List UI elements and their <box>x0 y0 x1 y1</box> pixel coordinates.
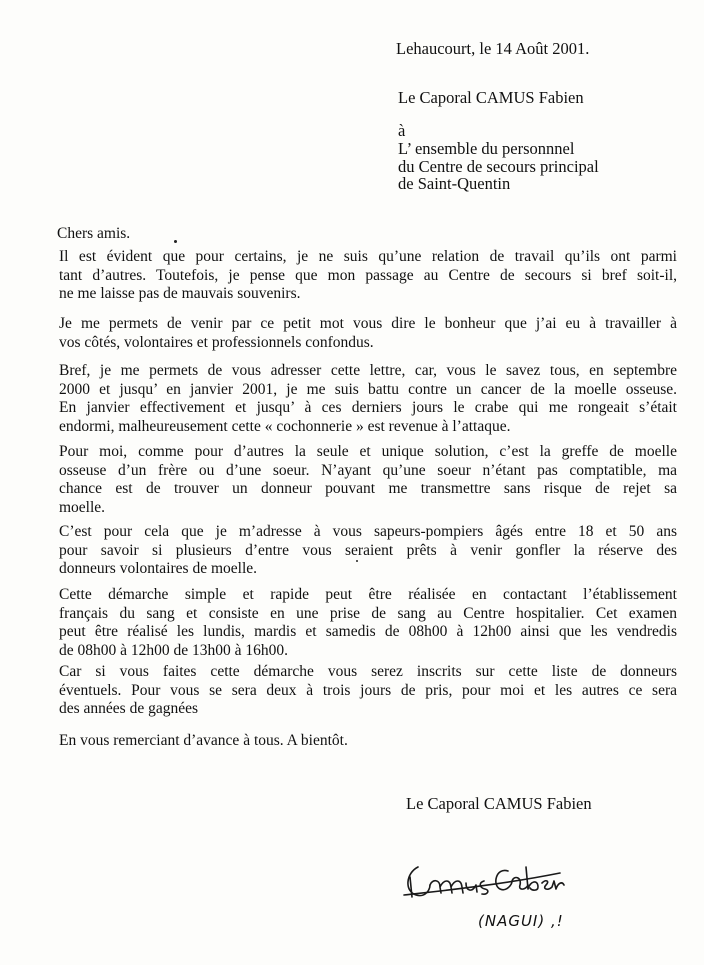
sender-name: Le Caporal CAMUS Fabien <box>398 88 584 107</box>
paragraph-line: En vous remerciant d’avance à tous. A bientôt. <box>59 732 348 749</box>
paragraph-line: peut être réalisé les lundis, mardis et samedis de 08h00 à 12h00 ainsi que les vendredis <box>59 623 677 641</box>
paragraph-line: Je me permets de venir par ce petit mot vous dire le bonheur que j’ai eu à travailler à <box>59 315 677 332</box>
paragraph-line: ne me laisse pas de mauvais souvenirs. <box>59 285 301 303</box>
recipient-block <box>398 122 599 193</box>
closing-sender: Le Caporal CAMUS Fabien <box>406 794 592 813</box>
paragraph-3 <box>59 362 677 436</box>
recipient-line: du Centre de secours principal <box>398 156 599 176</box>
paragraph-5 <box>59 523 677 579</box>
paragraph-line: 2000 et jusqu’ en janvier 2001, je me suis battu contre un cancer de la moelle osseuse. <box>59 380 677 398</box>
paragraph-line: Il est évident que pour certains, je ne suis qu’une relation de travail qu’ils ont parmi <box>59 248 677 265</box>
paragraph-8 <box>59 732 348 751</box>
paragraph-6 <box>59 586 677 660</box>
paragraph-line: de 08h00 à 12h00 de 13h00 à 16h00. <box>59 641 289 659</box>
paragraph-line: endormi, malheureusement cette « cochonnerie » est revenue à l’attaque. <box>59 417 511 435</box>
signature-drawing <box>400 845 570 905</box>
recipient-line: L’ ensemble du personnnel <box>398 139 575 158</box>
paragraph-line: osseuse d’un frère ou d’une soeur. N’ayant qu’une soeur n’étant pas comptatible, ma <box>59 461 677 479</box>
paragraph-1 <box>59 248 677 304</box>
paragraph-line: vos côtés, volontaires et professionnels confondus. <box>59 333 374 351</box>
paragraph-line: Bref, je me permets de vous adresser cette lettre, car, vous le savez tous, en septembre <box>59 362 677 379</box>
paragraph-4 <box>59 443 677 517</box>
paragraph-line: Car si vous faites cette démarche vous serez inscrits sur cette liste de donneurs <box>59 663 677 680</box>
scan-speck <box>356 560 358 562</box>
paragraph-line: des années de gagnées <box>59 700 199 718</box>
paragraph-line: français du sang et consiste en une prise de sang au Centre hospitalier. Cet examen <box>59 604 677 622</box>
handwritten-note: (NAGUI) ,! <box>478 912 564 930</box>
paragraph-line: chance est de trouver un donneur pouvant me transmettre sans risque de rejet sa <box>59 480 677 498</box>
date-line: Lehaucourt, le 14 Août 2001. <box>396 39 590 58</box>
paragraph-line: C’est pour cela que je m’adresse à vous sapeurs-pompiers âgés entre 18 et 50 ans <box>59 523 677 540</box>
recipient-to: à <box>398 121 406 140</box>
paragraph-line: éventuels. Pour vous se sera deux à trois jours de pris, pour moi et les autres ce sera <box>59 681 677 699</box>
paragraph-line: pour savoir si plusieurs d’entre vous seraient prêts à venir gonfler la réserve des <box>59 541 677 559</box>
paragraph-line: Pour moi, comme pour d’autres la seule et unique solution, c’est la greffe de moelle <box>59 443 677 460</box>
paragraph-7 <box>59 663 677 719</box>
salutation: Chers amis. <box>57 225 131 242</box>
paragraph-line: donneurs volontaires de moelle. <box>59 560 258 578</box>
paragraph-line: moelle. <box>59 498 106 516</box>
recipient-line: de Saint-Quentin <box>398 174 511 193</box>
handwritten-signature <box>400 845 570 905</box>
paragraph-line: tant d’autres. Toutefois, je pense que mon passage au Centre de secours si bref soit-il, <box>59 266 677 284</box>
scan-speck <box>174 240 177 243</box>
paragraph-line: Cette démarche simple et rapide peut être réalisée en contactant l’établissement <box>59 586 677 603</box>
paragraph-2 <box>59 315 677 352</box>
paragraph-line: En janvier effectivement et jusqu’ à ces derniers jours le crabe qui me rongeait s’était <box>59 399 677 417</box>
